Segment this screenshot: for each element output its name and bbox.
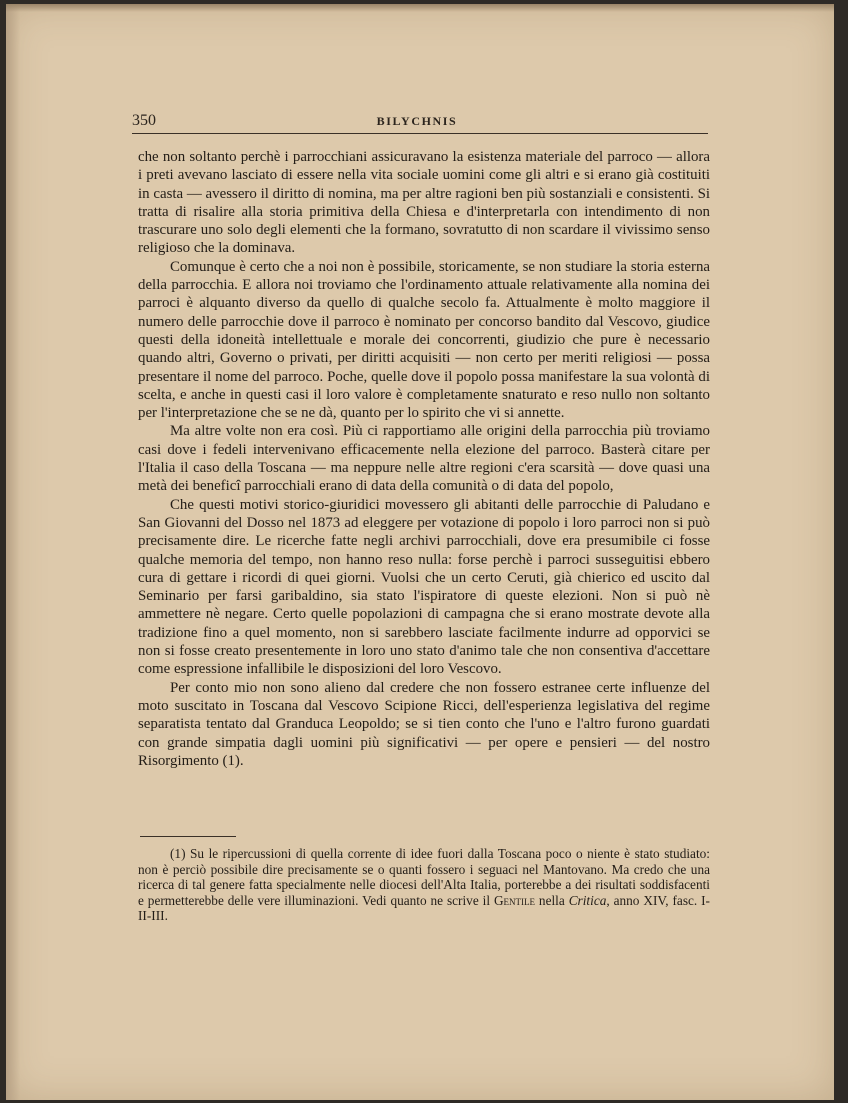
- running-title: BILYCHNIS: [376, 114, 458, 128]
- footnote-citation-tail: , anno XIV, fasc. I-II-III.: [138, 892, 710, 924]
- page-number: 350: [132, 112, 156, 129]
- footnote-rule: [140, 836, 236, 837]
- header-rule: [132, 133, 708, 134]
- page-top-edge: [6, 4, 834, 12]
- footnote-journal: Critica: [568, 892, 607, 908]
- paragraph: Che questi motivi storico-giuridici movessero gli abitanti delle parrocchie di Paludano e San Giovanni del Dosso nel 1873 ad eleggere per votazione di popolo i loro parroci non si può precisamente dire. Le ricerche fatte negli archivi parrocchiali, dove era presumibile ci fosse qualche memoria del tempo, non hanno reso nulla: forse perchè i parroci susseguitisi ebbero cura di gettare i ricordi di quei giorni. Vuolsi che un certo Ceruti, già chierico ed uscito dal Seminario per farsi garibaldino, sia stato l'ispiratore di queste elezioni. Non si può nè ammettere nè negare. Certo quelle popolazioni di campagna che si erano mostrate devote alla tradizione fino a quel momento, non si sarebbero lasciate facilmente indurre ad opporvici se non si fosse creato presentemente in loro uno stato d'animo tale che non consentiva d'accettare come espressione infallibile le disposizioni del loro Vescovo.: [138, 496, 710, 678]
- body-text: [138, 148, 710, 770]
- paragraph: Ma altre volte non era così. Più ci rapportiamo alle origini della parrocchia più troviamo casi dove i fedeli intervenivano efficacemente nella elezione del parroco. Basterà citare per l'Italia il caso della Toscana — ma neppure nelle altre regioni c'era scarsità — dove quasi una metà dei beneficî parrocchiali erano di data della comunità o di data del popolo,: [138, 423, 710, 495]
- footnote: [138, 846, 710, 924]
- footnote-connector: nella: [535, 892, 569, 908]
- page-header: [132, 112, 702, 132]
- footnote-text: (1) Su le ripercussioni di quella corrente di idee fuori dalla Toscana poco o niente è stato studiato: non è perciò possibile dire precisamente se o quanti fossero i seguaci nel Mantovano. Ma credo che una ricerca di tal genere fatta specialmente nelle diocesi dell'Alta Italia, porterebbe a dei risultati soddisfacenti e permetterebbe delle vere illuminazioni. Vedi quanto ne scrive il: [138, 846, 710, 908]
- footnote-author: Gentile: [493, 892, 536, 908]
- page-edge-shadow: [6, 4, 20, 1100]
- paragraph: che non soltanto perchè i parrocchiani assicuravano la esistenza materiale del parroco — allora i preti avevano lasciato di essere nella vita sociale uomini come gli altri e si erano già costituiti in casta — avessero il diritto di nomina, ma per altre ragioni ben più sostanziali e consistenti. Si tratta di risalire alla storia primitiva della Chiesa e d'interpretarla con intendimento di non trascurare uno solo degli elementi che la formano, sovratutto di non scardare il vivissimo senso religioso che la dominava.: [138, 149, 710, 257]
- paragraph: Comunque è certo che a noi non è possibile, storicamente, se non studiare la storia esterna della parrocchia. E allora noi troviamo che l'ordinamento attuale relativamente alla nomina dei parroci è alquanto diverso da quello di qualche secolo fa. Attualmente è molto maggiore il numero delle parrocchie dove il parroco è nominato per concorso bandito dal Vescovo, giudice questi della idoneità intellettuale e morale dei concorrenti, giudizio che pure è necessario quando altri, Governo o privati, per diritti acquisiti — non certo per meriti religiosi — possa presentare il nome del parroco. Poche, quelle dove il popolo possa manifestare la sua volontà di scelta, e anche in questi casi il loro valore è completamente snaturato e reso nullo non soltanto per l'interpretazione che se ne dà, quanto per lo spirito che vi si annette.: [138, 258, 710, 422]
- paragraph: Per conto mio non sono alieno dal credere che non fossero estranee certe influenze del moto suscitato in Toscana dal Vescovo Scipione Ricci, dell'esperienza legislativa del regime separatista tentato dal Granduca Leopoldo; se si tien conto che l'uno e l'altro furono guardati con grande simpatia dagli uomini più significativi — per opere e pensieri — del nostro Risorgimento (1).: [138, 679, 710, 769]
